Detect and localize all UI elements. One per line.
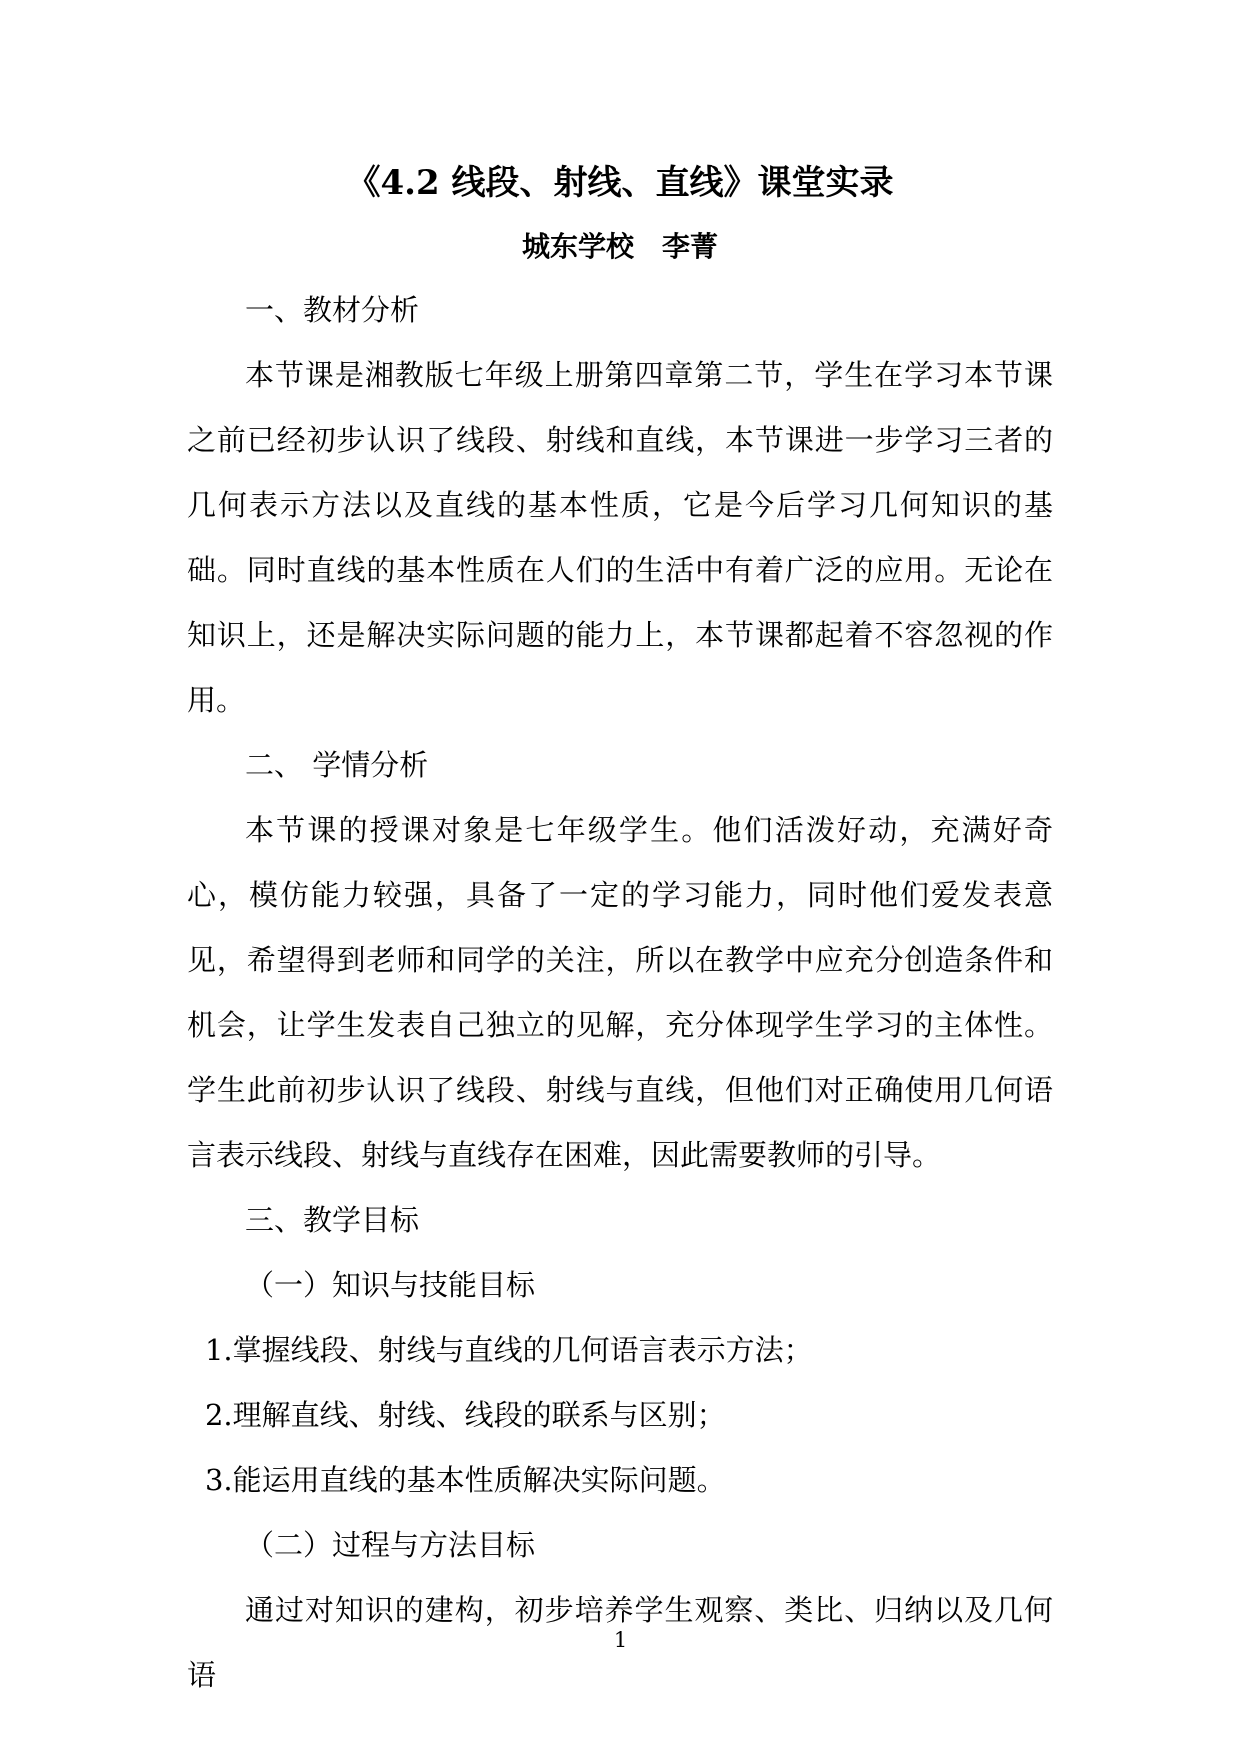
section-heading: 一、教材分析 (245, 293, 420, 327)
document-title: 《4.2 线段、射线、直线》课堂实录 (346, 163, 894, 203)
body-paragraph: 本节课的授课对象是七年级学生。他们活泼好动，充满好奇心，模仿能力较强，具备了一定的学习能力，同时他们爱发表意见，希望得到老师和同学的关注，所以在教学中应充分创造条件和机会，让学生发表自己独立的见解，充分体现学生学习的主体性。学生此前初步认识了线段、射线与直线，但他们对正确使用几何语言表示线段、射线与直线存在困难，因此需要教师的引导。 (187, 813, 1053, 1172)
section-heading: 二、 学情分析 (245, 748, 429, 782)
page-number: 1 (613, 1628, 628, 1652)
sub-section-heading: （二）过程与方法目标 (245, 1528, 536, 1562)
section-heading: 三、教学目标 (245, 1203, 420, 1237)
document-body (187, 278, 1053, 1708)
sub-section-heading: （一）知识与技能目标 (245, 1268, 536, 1302)
body-paragraph: 本节课是湘教版七年级上册第四章第二节，学生在学习本节课之前已经初步认识了线段、射线和直线，本节课进一步学习三者的几何表示方法以及直线的基本性质，它是今后学习几何知识的基础。同时直线的基本性质在人们的生活中有着广泛的应用。无论在知识上，还是解决实际问题的能力上，本节课都起着不容忽视的作用。 (187, 358, 1053, 717)
numbered-item: 2.理解直线、射线、线段的联系与区别； (204, 1398, 726, 1432)
document-content (187, 150, 1053, 1708)
document-byline: 城东学校 李菁 (521, 230, 718, 263)
numbered-item: 3.能运用直线的基本性质解决实际问题。 (204, 1463, 726, 1497)
body-paragraph: 通过对知识的建构，初步培养学生观察、类比、归纳以及几何语 (187, 1593, 1053, 1692)
numbered-item: 1.掌握线段、射线与直线的几何语言表示方法； (204, 1333, 813, 1367)
